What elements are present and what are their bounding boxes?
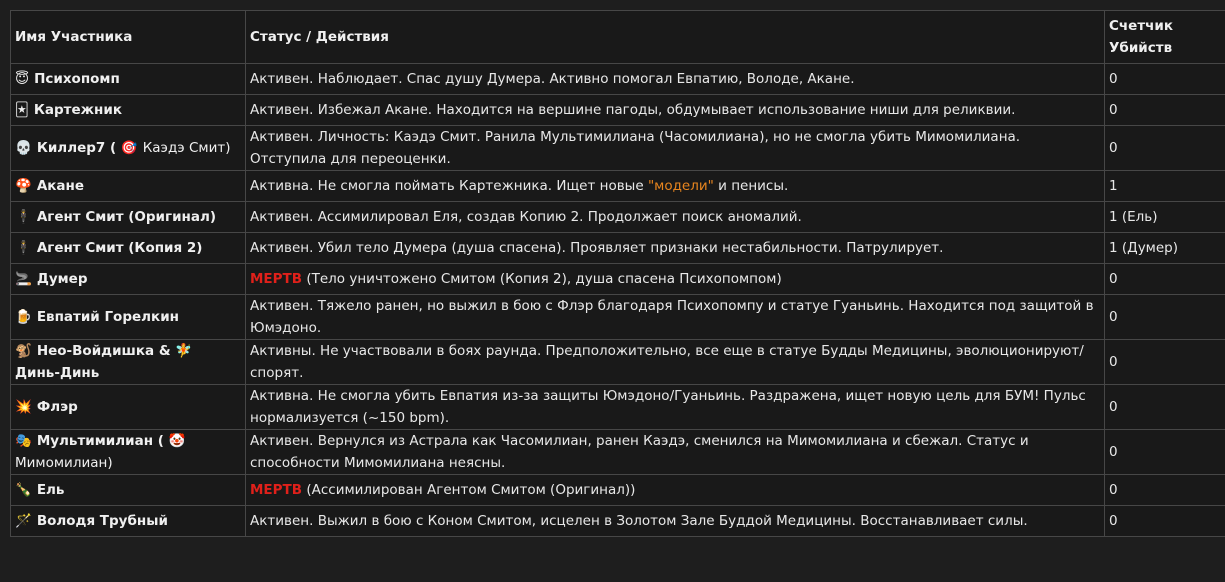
kill-count: 1 [1105, 171, 1225, 202]
dead-label: МЕРТВ [250, 482, 303, 498]
participants-table [10, 10, 1225, 537]
angel-icon: 😇 [15, 71, 30, 87]
table-row [11, 340, 1225, 385]
participant-name: 🃏 Картежник [11, 95, 246, 126]
kill-count: 0 [1105, 340, 1225, 385]
cigarette-icon: 🚬 [15, 271, 32, 287]
participant-status: Активен. Личность: Каэдэ Смит. Ранила Мультимилиана (Часомилиана), но не смогла убить Мимомилиана. Отступила для переоценки. [246, 126, 1105, 171]
participant-name: 🐒 Нео-Войдишка & 🧚Динь-Динь [11, 340, 246, 385]
table-row [11, 385, 1225, 430]
mushroom-icon: 🍄 [15, 178, 32, 194]
header-kills: Счетчик Убийств [1105, 11, 1225, 64]
kill-count: 0 [1105, 64, 1225, 95]
participant-name: 🪄 Володя Трубный [11, 506, 246, 537]
agent-suit-icon: 🕴 [15, 209, 32, 225]
table-header-row [11, 11, 1225, 64]
participant-name: 🕴 Агент Смит (Оригинал) [11, 202, 246, 233]
participant-status: Активен. Ассимилировал Еля, создав Копию 2. Продолжает поиск аномалий. [246, 202, 1105, 233]
monkey-icon: 🐒 [15, 343, 32, 359]
kill-count: 0 [1105, 385, 1225, 430]
table-row [11, 64, 1225, 95]
participant-name: 🎭 Мультимилиан ( 🤡Мимомилиан) [11, 430, 246, 475]
dead-label: МЕРТВ [250, 271, 303, 287]
table-row [11, 95, 1225, 126]
kill-count: 0 [1105, 475, 1225, 506]
table-row [11, 295, 1225, 340]
participant-status: Активны. Не участвовали в боях раунда. Предположительно, все еще в статуе Будды Медицины, эволюционируют/спорят. [246, 340, 1105, 385]
kill-count: 1 (Думер) [1105, 233, 1225, 264]
participant-status: Активен. Убил тело Думера (душа спасена). Проявляет признаки нестабильности. Патрулирует. [246, 233, 1105, 264]
table-row [11, 126, 1225, 171]
joker-card-icon: 🃏 [15, 102, 29, 118]
participant-status: Активен. Выжил в бою с Коном Смитом, исцелен в Золотом Зале Буддой Медицины. Восстанавливает силы. [246, 506, 1105, 537]
kill-count: 0 [1105, 95, 1225, 126]
bottle-icon: 🍾 [15, 482, 32, 498]
kill-count: 0 [1105, 430, 1225, 475]
participant-status: МЕРТВ (Тело уничтожено Смитом (Копия 2), душа спасена Психопомпом) [246, 264, 1105, 295]
participant-status: Активен. Избежал Акане. Находится на вершине пагоды, обдумывает использование ниши для реликвии. [246, 95, 1105, 126]
participant-status: Активна. Не смогла поймать Картежника. Ищет новые "модели" и пенисы. [246, 171, 1105, 202]
clown-icon: 🤡 [168, 433, 186, 449]
participant-name: 🍺 Евпатий Горелкин [11, 295, 246, 340]
magic-wand-icon: 🪄 [15, 513, 32, 529]
participant-name: 🕴 Агент Смит (Копия 2) [11, 233, 246, 264]
participant-status: Активен. Вернулся из Астрала как Часомилиан, ранен Каэдэ, сменился на Мимомилиана и сбежал. Статус и способности Мимомилиана неясны. [246, 430, 1105, 475]
participant-name: 💥 Флэр [11, 385, 246, 430]
participant-name: 🍾 Ель [11, 475, 246, 506]
theater-masks-icon: 🎭 [15, 433, 32, 449]
table-row [11, 202, 1225, 233]
header-name: Имя Участника [11, 11, 246, 64]
participant-name: 😇 Психопомп [11, 64, 246, 95]
table-row [11, 233, 1225, 264]
kill-count: 0 [1105, 506, 1225, 537]
kill-count: 0 [1105, 295, 1225, 340]
table-row [11, 171, 1225, 202]
kill-count: 0 [1105, 264, 1225, 295]
table-row [11, 430, 1225, 475]
participant-status: МЕРТВ (Ассимилирован Агентом Смитом (Оригинал)) [246, 475, 1105, 506]
kill-count: 1 (Ель) [1105, 202, 1225, 233]
quoted-word: "модели" [647, 178, 714, 194]
header-status: Статус / Действия [246, 11, 1105, 64]
participant-name: 🚬 Думер [11, 264, 246, 295]
table-row [11, 264, 1225, 295]
beer-icon: 🍺 [15, 309, 32, 325]
skull-icon: 💀 [15, 140, 32, 156]
explosion-icon: 💥 [15, 399, 32, 415]
table-row [11, 475, 1225, 506]
target-icon: 🎯 [120, 140, 138, 156]
participant-status: Активен. Наблюдает. Спас душу Думера. Активно помогал Евпатию, Володе, Акане. [246, 64, 1105, 95]
fairy-icon: 🧚 [175, 343, 193, 359]
participant-status: Активен. Тяжело ранен, но выжил в бою с Флэр благодаря Психопомпу и статуе Гуаньинь. Находится под защитой в Юмэдоно. [246, 295, 1105, 340]
agent-suit-icon: 🕴 [15, 240, 32, 256]
participant-name: 🍄 Акане [11, 171, 246, 202]
table-row [11, 506, 1225, 537]
kill-count: 0 [1105, 126, 1225, 171]
participant-status: Активна. Не смогла убить Евпатия из-за защиты Юмэдоно/Гуаньинь. Раздражена, ищет новую цель для БУМ! Пульс нормализуется (~150 bpm). [246, 385, 1105, 430]
participant-name: 💀 Киллер7 ( 🎯 Каэдэ Смит) [11, 126, 246, 171]
